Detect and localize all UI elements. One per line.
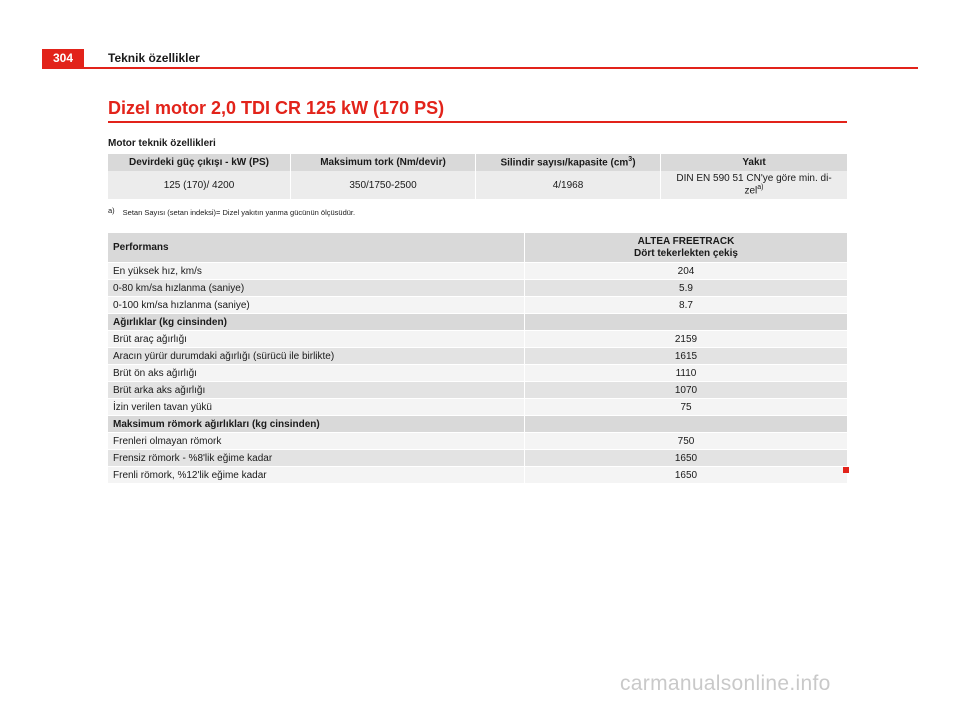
fuel-value: [661, 171, 848, 199]
row-label: 0-80 km/sa hızlanma (saniye): [108, 280, 525, 297]
row-label: Brüt arka aks ağırlığı: [108, 382, 525, 399]
footnote-ref: a): [757, 184, 764, 192]
row-label: İzin verilen tavan yükü: [108, 399, 525, 416]
footnote-text: Setan Sayısı (setan indeksi)= Dizel yakıtın yanma gücünün ölçüsüdür.: [122, 208, 356, 217]
section-rule: [108, 121, 847, 123]
footnote-mark: a): [108, 206, 115, 215]
row-value: 1650: [525, 467, 848, 484]
cubic-superscript: 3: [628, 156, 633, 164]
table-row: [108, 365, 847, 382]
row-value: 2159: [525, 331, 848, 348]
table-row: [108, 382, 847, 399]
table-row: [108, 263, 847, 280]
watermark: carmanualsonline.info: [620, 672, 831, 695]
table-row: [108, 297, 847, 314]
table-row: [108, 399, 847, 416]
section-end-marker: [843, 467, 849, 473]
section-title: Dizel motor 2,0 TDI CR 125 kW (170 PS): [108, 98, 445, 118]
category-row: [108, 314, 847, 331]
row-value: 1070: [525, 382, 848, 399]
row-label: Brüt araç ağırlığı: [108, 331, 525, 348]
row-label: Brüt ön aks ağırlığı: [108, 365, 525, 382]
table-row: [108, 467, 847, 484]
row-value: 1650: [525, 450, 848, 467]
row-label: Aracın yürür durumdaki ağırlığı (sürücü ile birlikte): [108, 348, 525, 365]
fuel-text: DIN EN 590 51 CN'ye göre min. di-zel: [676, 173, 832, 197]
engine-specs-heading: Motor teknik özellikleri: [108, 138, 216, 149]
row-label: Frenli römork, %12'lik eğime kadar: [108, 467, 525, 484]
cylinders-header-text: Silindir sayısı/kapasite (cm: [500, 157, 629, 169]
performance-table: [108, 233, 847, 484]
column-header-power: Devirdeki güç çıkışı - kW (PS): [108, 154, 291, 171]
column-header-fuel: Yakıt: [661, 154, 848, 171]
header-rule: [42, 67, 918, 69]
page-number: 304: [42, 49, 84, 68]
page-header: [42, 49, 918, 68]
row-value: 5.9: [525, 280, 848, 297]
header-title: Teknik özellikler: [108, 51, 200, 65]
table-row: [108, 348, 847, 365]
row-label: 0-100 km/sa hızlanma (saniye): [108, 297, 525, 314]
row-value: 1615: [525, 348, 848, 365]
performance-header-label: Performans: [108, 233, 525, 263]
category-label: Ağırlıklar (kg cinsinden): [108, 314, 525, 331]
footnote: [108, 208, 355, 217]
row-label: En yüksek hız, km/s: [108, 263, 525, 280]
row-value: 1110: [525, 365, 848, 382]
table-row: [108, 331, 847, 348]
row-value: 75: [525, 399, 848, 416]
engine-specs-table: [108, 154, 847, 199]
engine-specs-row: [108, 171, 847, 199]
cylinders-value: 4/1968: [476, 171, 661, 199]
performance-header-model: [525, 233, 848, 263]
category-label: Maksimum römork ağırlıkları (kg cinsinden): [108, 416, 525, 433]
torque-value: 350/1750-2500: [291, 171, 476, 199]
row-value: 750: [525, 433, 848, 450]
performance-header-row: [108, 233, 847, 263]
table-row: [108, 433, 847, 450]
engine-specs-header-row: [108, 154, 847, 171]
category-row: [108, 416, 847, 433]
power-value: 125 (170)/ 4200: [108, 171, 291, 199]
row-label: Frenleri olmayan römork: [108, 433, 525, 450]
drivetrain: Dört tekerlekten çekiş: [634, 247, 738, 259]
column-header-torque: Maksimum tork (Nm/devir): [291, 154, 476, 171]
row-value: 8.7: [525, 297, 848, 314]
row-value: [525, 416, 848, 433]
model-name: ALTEA FREETRACK: [637, 235, 735, 247]
column-header-cylinders: [476, 154, 661, 171]
table-row: [108, 450, 847, 467]
row-value: 204: [525, 263, 848, 280]
cylinders-header-close: ): [632, 157, 636, 169]
row-label: Frensiz römork - %8'lik eğime kadar: [108, 450, 525, 467]
row-value: [525, 314, 848, 331]
table-row: [108, 280, 847, 297]
